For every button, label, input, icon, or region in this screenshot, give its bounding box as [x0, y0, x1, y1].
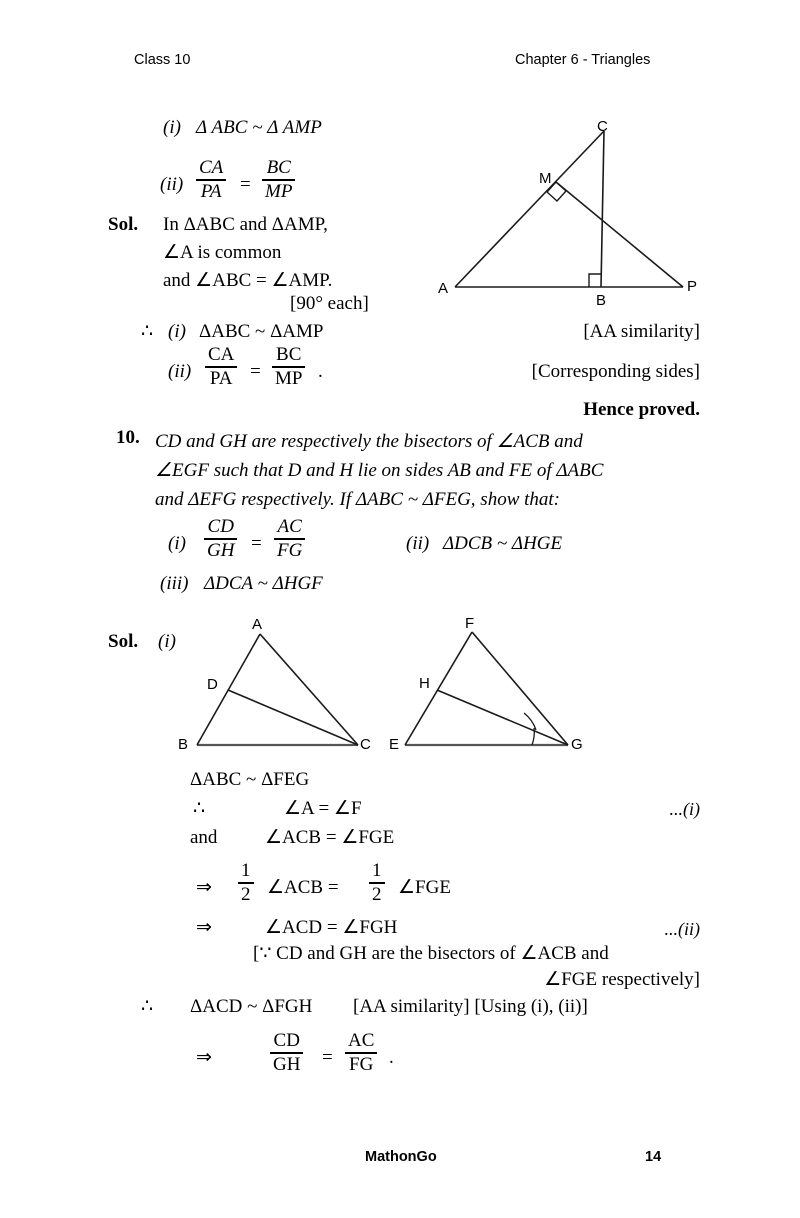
- fraction-numerator: 1: [372, 860, 382, 881]
- fraction-numerator: BC: [266, 157, 291, 178]
- sol9-conclusion-ii-marker: (ii): [168, 361, 192, 382]
- sol10-final-period: .: [389, 1047, 394, 1068]
- q10-statement-line-2: ∠EGF such that D and H lie on sides AB and FE of ΔABC: [155, 459, 604, 481]
- sol10-part-marker: (i): [158, 631, 176, 652]
- sol9-note-90-each: [90° each]: [290, 293, 369, 314]
- fraction-numerator: AC: [277, 516, 302, 537]
- sol10-line-angle-a: ∠A = ∠F: [284, 798, 362, 819]
- fraction-denominator: MP: [275, 368, 303, 390]
- sol9-therefore-symbol: ∴: [141, 321, 154, 342]
- diagram-3-label-g: G: [571, 736, 583, 753]
- diagram-3-label-f: F: [465, 615, 475, 632]
- sol9-conclusion-ii-equals: =: [250, 361, 261, 382]
- fraction-numerator: CD: [273, 1030, 300, 1051]
- sol10-half-fraction-right: [369, 861, 385, 905]
- sol10-final-fraction-right: [345, 1031, 377, 1075]
- fraction-denominator: FG: [349, 1054, 374, 1076]
- fraction-denominator: 2: [372, 884, 382, 906]
- footer-page-number: 14: [645, 1149, 662, 1165]
- fraction-denominator: MP: [265, 181, 293, 203]
- q10-part-ii-text: ΔDCB ~ ΔHGE: [443, 533, 563, 554]
- sol10-half-fraction-left: [238, 861, 254, 905]
- q10-part-i-marker: (i): [168, 533, 186, 554]
- sol10-half-left-text: ∠ACB =: [267, 877, 339, 898]
- q9-part-i-marker: (i): [163, 117, 181, 138]
- sol10-therefore-1: ∴: [193, 798, 206, 819]
- fraction-denominator: GH: [207, 540, 235, 562]
- fraction-numerator: CD: [207, 516, 234, 537]
- q10-statement-line-1: CD and GH are respectively the bisectors of ∠ACB and: [155, 431, 583, 452]
- sol10-half-right-text: ∠FGE: [398, 877, 451, 898]
- sol10-implies-1: ⇒: [196, 877, 212, 898]
- sol10-and-word: and: [190, 827, 218, 848]
- diagram-2-label-d: D: [207, 676, 218, 693]
- q10-number: 10.: [116, 427, 140, 448]
- fraction-numerator: CA: [208, 344, 235, 365]
- sol10-final-fraction-left: [270, 1031, 303, 1075]
- diagram-2-label-a: A: [252, 616, 263, 633]
- diagram-1-label-b: B: [596, 292, 607, 309]
- header-chapter-label: Chapter 6 - Triangles: [515, 52, 651, 68]
- footer-brand: MathonGo: [365, 1149, 437, 1165]
- sol10-reason-aa: [AA similarity] [Using (i), (ii)]: [353, 996, 588, 1017]
- sol10-line-angle-acb: ∠ACB = ∠FGE: [265, 827, 395, 848]
- segment-hg: [437, 690, 568, 745]
- sol9-line-1: In ΔABC and ΔAMP,: [163, 214, 328, 235]
- segment-ef: [405, 632, 472, 745]
- fraction-numerator: BC: [276, 344, 302, 365]
- fraction-denominator: FG: [277, 540, 303, 562]
- sol9-conclusion-ii-period: .: [318, 361, 323, 382]
- sol9-conclusion-i-text: ΔABC ~ ΔAMP: [199, 321, 324, 342]
- fraction-numerator: CA: [199, 157, 224, 178]
- sol9-line-2: ∠A is common: [163, 242, 282, 263]
- sol10-ref-i: ...(i): [669, 799, 700, 819]
- sol10-line-angle-acd: ∠ACD = ∠FGH: [265, 917, 398, 938]
- sol9-line-3: and ∠ABC = ∠AMP.: [163, 270, 333, 291]
- diagram-2-label-b: B: [178, 736, 189, 753]
- sol10-bracket-line-1: [∵ CD and GH are the bisectors of ∠ACB and: [253, 943, 609, 964]
- sol10-final-equals: =: [322, 1047, 333, 1068]
- diagram-2-label-c: C: [360, 736, 371, 753]
- diagram-1-label-c: C: [597, 118, 608, 135]
- sol10-line-acd-fgh: ΔACD ~ ΔFGH: [190, 996, 313, 1017]
- diagram-3-label-e: E: [389, 736, 400, 753]
- diagram-3-label-h: H: [419, 675, 430, 692]
- q9-part-ii-equals: =: [240, 174, 251, 195]
- diagram-1-label-m: M: [539, 170, 552, 187]
- sol10-ref-ii: ...(ii): [664, 919, 700, 939]
- sol9-conclusion-i-marker: (i): [168, 321, 186, 342]
- sol10-label: Sol.: [108, 631, 139, 652]
- fraction-denominator: GH: [273, 1054, 301, 1076]
- q10-part-ii-marker: (ii): [406, 533, 430, 554]
- sol10-implies-3: ⇒: [196, 1047, 212, 1068]
- q10-statement-line-3: and ΔEFG respectively. If ΔABC ~ ΔFEG, show that:: [155, 488, 561, 510]
- diagram-1-label-p: P: [687, 278, 698, 295]
- q10-part-iii-text: ΔDCA ~ ΔHGF: [204, 573, 323, 594]
- sol10-line-similar: ΔABC ~ ΔFEG: [190, 769, 310, 790]
- q10-part-iii-marker: (iii): [160, 573, 189, 594]
- diagram-1-label-a: A: [438, 280, 449, 297]
- fraction-denominator: PA: [209, 368, 233, 390]
- fraction-numerator: 1: [241, 860, 251, 881]
- header-class-label: Class 10: [134, 52, 191, 68]
- fraction-denominator: 2: [241, 884, 251, 906]
- sol10-implies-2: ⇒: [196, 917, 212, 938]
- hence-proved-text: Hence proved.: [583, 399, 700, 420]
- q9-part-i-text: Δ ABC ~ Δ AMP: [196, 117, 322, 138]
- sol10-therefore-2: ∴: [141, 996, 154, 1017]
- q10-part-i-equals: =: [251, 533, 262, 554]
- sol10-bracket-line-2: ∠FGE respectively]: [544, 969, 700, 990]
- segment-fg: [472, 632, 568, 745]
- sol9-label: Sol.: [108, 214, 139, 235]
- fraction-denominator: PA: [200, 181, 222, 203]
- sol9-conclusion-i-reason: [AA similarity]: [583, 321, 700, 342]
- fraction-numerator: AC: [348, 1030, 375, 1051]
- q9-part-ii-marker: (ii): [160, 174, 184, 195]
- sol9-conclusion-ii-reason: [Corresponding sides]: [531, 361, 700, 382]
